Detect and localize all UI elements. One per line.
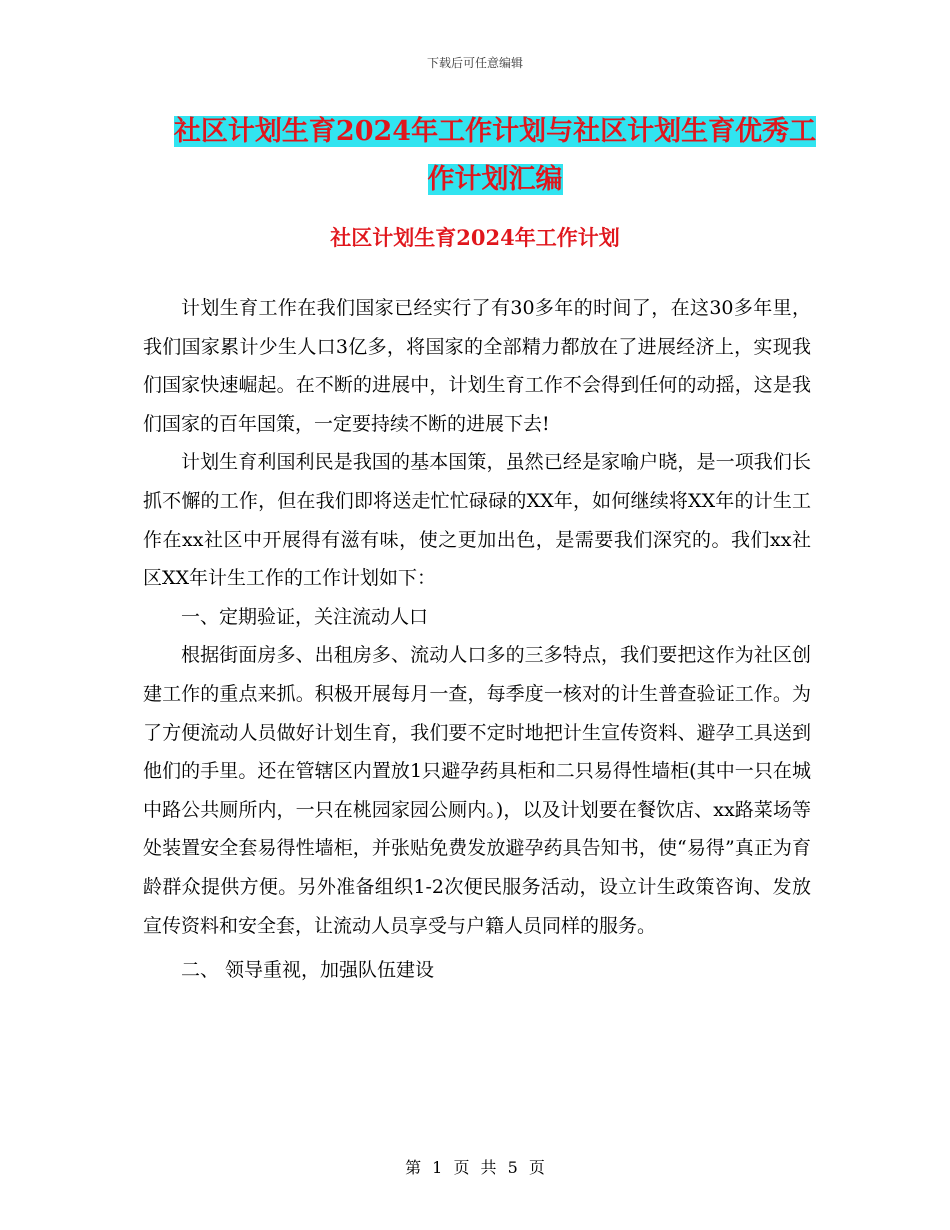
document-title-line-1: 社区计划生育2024年工作计划与社区计划生育优秀工: [173, 116, 817, 147]
header-note: 下载后可任意编辑: [426, 56, 523, 70]
heading-one: 一、定期验证，关注流动人口: [181, 605, 429, 628]
page-footer: 第 1 页 共 5 页: [405, 1158, 545, 1177]
document-title-line-2: 作计划汇编: [427, 164, 563, 195]
document-title: [140, 108, 850, 204]
heading-two: 二、 领导重视，加强队伍建设: [181, 959, 435, 982]
paragraph-floating-population: 根据街面房多、出租房多、流动人口多的三多特点，我们要把这作为社区创建工作的重点来抓。积极开展每月一查，每季度一核对的计生普查验证工作。为了方便流动人员做好计划生育，我们要不定时地把计生宣传资料、避孕工具送到他们的手里。还在管辖区内置放1只避孕药具柜和二只易得性墙柜(其中一只在城中路公共厕所内，一只在桃园家园公厕内。)，以及计划要在餐饮店、xx路菜场等处装置安全套易得性墙柜，并张贴免费发放避孕药具告知书，使“易得”真正为育龄群众提供方便。另外准备组织1-2次便民服务活动，设立计生政策咨询、发放宣传资料和安全套，让流动人员享受与户籍人员同样的服务。: [143, 644, 811, 937]
paragraph-policy: 计划生育利国利民是我国的基本国策，虽然已经是家喻户晓，是一项我们长抓不懈的工作，但在我们即将送走忙忙碌碌的XX年，如何继续将XX年的计生工作在xx社区中开展得有滋有味，使之更加出色，是需要我们深究的。我们xx社区XX年计生工作的工作计划如下：: [143, 451, 811, 590]
document-body: [143, 289, 811, 990]
section-title: 社区计划生育2024年工作计划: [330, 225, 620, 250]
paragraph-intro: 计划生育工作在我们国家已经实行了有30多年的时间了，在这30多年里，我们国家累计少生人口3亿多，将国家的全部精力都放在了进展经济上，实现我们国家快速崛起。在不断的进展中，计划生育工作不会得到任何的动摇，这是我们国家的百年国策，一定要持续不断的进展下去!: [143, 297, 811, 435]
